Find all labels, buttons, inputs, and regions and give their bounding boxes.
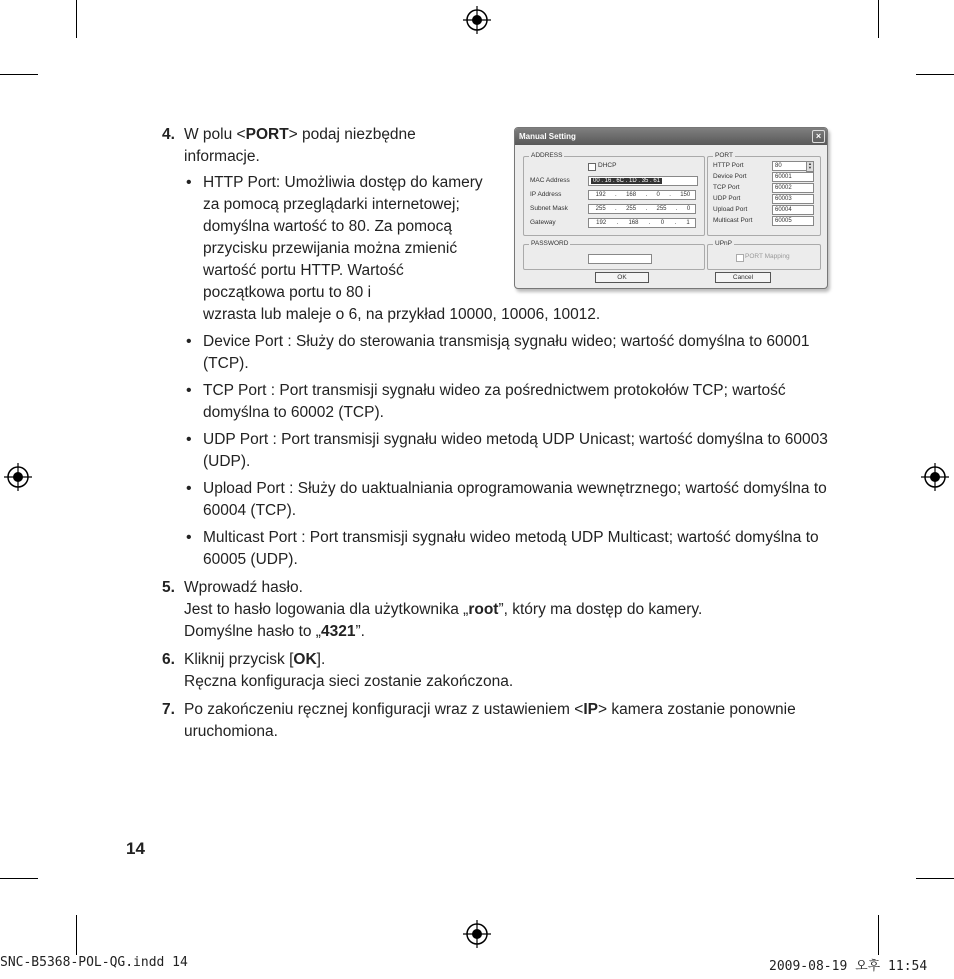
step-4-intro: W polu <PORT> podaj niezbędne informacje. xyxy=(184,126,416,165)
tcp-port-label: TCP Port xyxy=(713,184,740,191)
subnet-mask-field[interactable]: 255 . 255 . 255 . 0 xyxy=(588,204,696,214)
crop-mark xyxy=(878,915,879,955)
upload-port-label: Upload Port xyxy=(713,206,748,213)
dhcp-label: DHCP xyxy=(598,162,617,169)
step-number: 5. xyxy=(162,579,175,596)
password-field[interactable] xyxy=(588,254,652,264)
udp-port-label: UDP Port xyxy=(713,195,741,202)
subnet-mask-label: Subnet Mask xyxy=(530,205,568,212)
crop-mark xyxy=(0,878,38,879)
dhcp-checkbox[interactable] xyxy=(588,163,596,171)
root-keyword: root xyxy=(468,601,499,618)
gateway-field[interactable]: 192 . 168 . 0 . 1 xyxy=(588,218,696,228)
upload-port-field[interactable]: 60004 xyxy=(772,205,814,215)
close-icon[interactable]: × xyxy=(812,130,825,143)
upnp-group: UPnP PORT Mapping xyxy=(707,244,821,270)
step-number: 6. xyxy=(162,651,175,668)
password-group: PASSWORD xyxy=(523,244,705,270)
gateway-label: Gateway xyxy=(530,219,556,226)
http-port-label: HTTP Port xyxy=(713,162,744,169)
ok-button[interactable]: OK xyxy=(595,272,649,283)
bullet-upload-port: • Upload Port : Służy do uaktualniania oprogramowania wewnętrznego; wartość domyślna to 60004 (TCP). xyxy=(184,478,842,522)
step-5: 5. Wprowadź hasło. Jest to hasło logowania dla użytkownika „root”, który ma dostęp do kamery. Domyślne hasło to „4321”. xyxy=(162,579,703,640)
step-number: 4. xyxy=(162,126,175,143)
http-port-spinner-icon[interactable]: ▲ ▼ xyxy=(806,161,814,172)
device-port-field[interactable]: 60001 xyxy=(772,172,814,182)
tcp-port-field[interactable]: 60002 xyxy=(772,183,814,193)
dialog-title-bar xyxy=(515,128,827,145)
multicast-port-field[interactable]: 60005 xyxy=(772,216,814,226)
step-7: 7. Po zakończeniu ręcznej konfiguracji wraz z ustawieniem <IP> kamera zostanie ponownie uruchomiona. xyxy=(162,701,796,740)
mac-address-field: 00 . 16 . 6C . 1D . 35 . 61 xyxy=(588,176,698,186)
default-password: 4321 xyxy=(320,623,356,640)
ip-address-label: IP Address xyxy=(530,191,562,198)
port-keyword: PORT xyxy=(245,126,289,143)
ok-keyword: OK xyxy=(293,651,317,668)
port-mapping-label: PORT Mapping xyxy=(745,253,790,260)
registration-mark-icon xyxy=(921,463,949,491)
footer-filename: SNC-B5368-POL-QG.indd 14 xyxy=(0,955,188,970)
footer-timestamp: 2009-08-19 오후 11:54 xyxy=(769,959,928,974)
bullet-http-port: • HTTP Port: Umożliwia dostęp do kamery za pomocą przeglądarki internetowej; domyślna wartość to 80. Za pomocą przycisku przewijania można zmienić wartość portu HTTP. Wartość początkowa portu to 80 i wzrasta lub maleje o 6, na przykład 10000, 10006, 10012. xyxy=(184,172,842,326)
bullet-multicast-port: • Multicast Port : Port transmisji sygnału wideo metodą UDP Multicast; wartość domyślna to 60005 (UDP). xyxy=(184,527,842,571)
crop-mark xyxy=(76,0,77,38)
bullet-tcp-port: • TCP Port : Port transmisji sygnału wideo za pośrednictwem protokołów TCP; wartość domyślna to 60002 (TCP). xyxy=(184,380,842,424)
ip-keyword: IP xyxy=(583,701,598,718)
manual-setting-dialog xyxy=(514,127,828,289)
address-group: ADDRESS DHCP MAC Address 00 . 16 . 6C . 1D . 35 . 61 IP Address 192 . 168 . 0 . 150 Subnet Mask 255 . 255 . 255 . 0 Gateway 192 . 168 . 0 . 1 xyxy=(523,156,705,236)
step-6: 6. Kliknij przycisk [OK]. Ręczna konfiguracja sieci zostanie zakończona. xyxy=(162,651,514,690)
registration-mark-icon xyxy=(463,6,491,34)
page-number: 14 xyxy=(126,839,145,858)
bullet-udp-port: • UDP Port : Port transmisji sygnału wideo metodą UDP Unicast; wartość domyślna to 60003 (UDP). xyxy=(184,429,842,473)
udp-port-field[interactable]: 60003 xyxy=(772,194,814,204)
mac-address-label: MAC Address xyxy=(530,177,570,184)
crop-mark xyxy=(76,915,77,955)
step-number: 7. xyxy=(162,701,175,718)
cancel-button[interactable]: Cancel xyxy=(715,272,771,283)
ip-address-field[interactable]: 192 . 168 . 0 . 150 xyxy=(588,190,696,200)
registration-mark-icon xyxy=(463,920,491,948)
bullet-device-port: • Device Port : Służy do sterowania transmisją sygnału wideo; wartość domyślna to 60001 (TCP). xyxy=(184,331,842,375)
multicast-port-label: Multicast Port xyxy=(713,217,753,224)
crop-mark xyxy=(916,74,954,75)
registration-mark-icon xyxy=(4,463,32,491)
crop-mark xyxy=(0,74,38,75)
crop-mark xyxy=(878,0,879,38)
device-port-label: Device Port xyxy=(713,173,747,180)
port-mapping-checkbox[interactable] xyxy=(736,254,744,262)
crop-mark xyxy=(916,878,954,879)
dialog-title: Manual Setting xyxy=(519,132,576,141)
http-port-field[interactable]: 80 xyxy=(772,161,808,171)
port-group: PORT HTTP Port 80 ▲ ▼ Device Port 60001 TCP Port 60002 UDP Port 60003 Upload Port 60004 Multicast Port 60005 xyxy=(707,156,821,236)
